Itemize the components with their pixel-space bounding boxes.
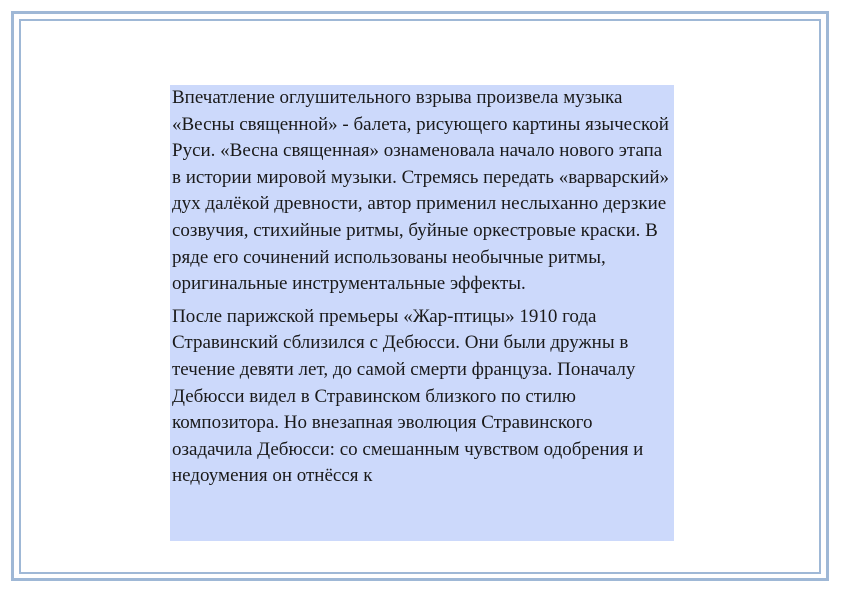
text-box: [170, 85, 674, 541]
paragraph-stravinsky-debussy: После парижской премьеры «Жар-птицы» 1910 года Стравинский сблизился с Дебюсси. Они были дружны в течение девяти лет, до самой смерти француза. Поначалу Дебюсси видел в Стравинском близкого по стилю композитора. Но внезапная эволюция Стравинского озадачила Дебюсси: со смешанным чувством одобрения и недоумения он отнёсся к: [172, 305, 644, 487]
paragraph-rite-of-spring: Впечатление оглушительного взрыва произвела музыка «Весны священной» - балета, рисующего картины языческой Руси. «Весна священная» ознаменовала начало нового этапа в истории мировой музыки. Стремясь передать «варварский» дух далёкой древности, автор применил неслыханно дерзкие созвучия, стихийные ритмы, буйные оркестровые краски. В ряде его сочинений использованы необычные ритмы, оригинальные инструментальные эффекты.: [172, 87, 670, 295]
